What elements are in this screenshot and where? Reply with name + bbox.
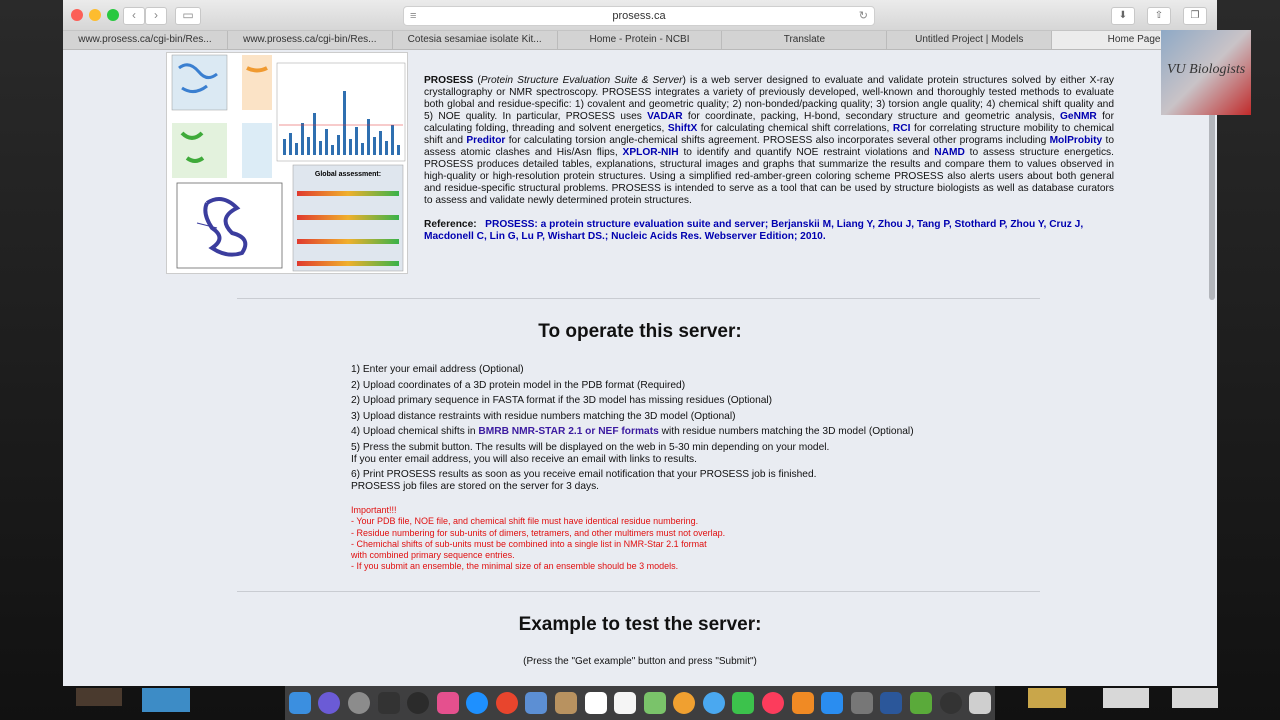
important-line: - Chemichal shifts of sub-units must be combined into a single list in NMR-Star 2.1 format [351,538,707,549]
desktop-document-icon[interactable] [1103,688,1149,708]
important-notes [351,505,951,573]
minimize-window-button[interactable] [89,9,101,21]
global-assessment-title: Global assessment: [314,171,382,178]
notes-app-icon[interactable] [555,692,577,714]
close-window-button[interactable] [71,9,83,21]
divider [237,298,1040,299]
reference [424,219,1114,243]
tab-ncbi-protein[interactable]: Home - Protein - NCBI [558,31,723,49]
reload-icon[interactable]: ↻ [858,10,868,22]
important-line: - Residue numbering for sub-units of dimers, tetramers, and other multimers must not overlap. [351,527,726,538]
zoom-window-button[interactable] [107,9,119,21]
tab-cotesia[interactable]: Cotesia sesamiae isolate Kit... [393,31,558,49]
important-title: Important!!! [351,505,397,515]
photos-icon[interactable] [673,692,695,714]
tab-bar [63,31,1217,50]
dock [285,686,995,720]
bmrb-formats-link[interactable]: BMRB NMR-STAR 2.1 or NEF formats [478,426,659,437]
share-icon[interactable]: ⇧ [1147,7,1171,25]
molprobity-link[interactable]: MolProbity [1049,135,1103,146]
siri-icon[interactable] [318,692,340,714]
finder-icon[interactable] [289,692,311,714]
forward-button[interactable]: › [145,7,167,25]
trash-icon[interactable] [969,692,991,714]
rci-link[interactable]: RCI [892,123,911,134]
watermark-text: VU Biologists [1167,62,1246,77]
facetime-icon[interactable] [732,692,754,714]
maps-icon[interactable] [644,692,666,714]
important-line: with combined primary sequence entries. [351,550,515,561]
figure-graphic [167,53,407,273]
chrome-icon[interactable] [496,692,518,714]
important-line: - Your PDB file, NOE file, and chemical shift file must have identical residue numbering. [351,516,699,527]
title-bar [63,0,1217,31]
intro-text-7: to assess atomic clashes and His/Asn flips, [424,135,1115,158]
downloads-icon[interactable]: ⬇ [1111,7,1135,25]
desktop-thumbnail[interactable] [76,688,122,706]
step-submit [351,442,1051,466]
divider [237,591,1040,592]
word-icon[interactable] [880,692,902,714]
upwork-icon[interactable] [910,692,932,714]
books-icon[interactable] [792,692,814,714]
step-print-text: 6) Print PROSESS results as soon as you receive email notification that your PROSESS job is finished. [351,469,817,480]
step-submit-note: If you enter email address, you will also receive an email with links to results. [351,453,697,465]
step-shifts-text: 4) Upload chemical shifts in [351,426,479,437]
browser-window [63,0,1217,686]
back-button[interactable]: ‹ [123,7,145,25]
reference-label: Reference: [424,219,477,230]
preditor-link[interactable]: Preditor [466,135,506,146]
important-line: - If you submit an ensemble, the minimal size of an ensemble should be 3 models. [351,561,679,572]
sidebar-toggle-icon[interactable]: ▭ [175,7,201,25]
calendar-icon[interactable] [585,692,607,714]
desktop-document-icon[interactable] [1172,688,1218,708]
quicktime-icon[interactable] [940,692,962,714]
reminders-icon[interactable] [614,692,636,714]
example-heading: Example to test the server: [518,614,762,635]
intro-text-8: to identify and quantify NOE restraint violations and [678,147,935,158]
music-icon[interactable] [762,692,784,714]
prosess-name: PROSESS [424,75,474,86]
intro-text-1: ) is a web server designed to evaluate and validate protein structures solved by either X-ray crystallography or NMR spectroscopy. PROSESS integrates a variety of previously developed, well-known and thoroughly tested methods to evaluate both global and residue-specific: 1) covalent and geometric quality; 2) non-bonded/packing quality; 3) torsion angle quality; 4) chemical shift quality and 5) NOE quality. In particular, PROSESS uses [424,75,1115,122]
step-upload-restraints: 3) Upload distance restraints with residue numbers matching the 3D model (Optional) [351,410,736,422]
step-upload-fasta: 2) Upload primary sequence in FASTA format if the 3D model has missing residues (Optional) [351,395,773,406]
step-print-note: PROSESS job files are stored on the server for 3 days. [351,481,600,492]
step-shifts-text-end: with residue numbers matching the 3D model (Optional) [658,426,914,437]
prosess-description: PROSESS (Protein Structure Evaluation Suite & Server) is a web server designed to evaluate and validate protein structures solved by either X-ray crystallography or NMR spectroscopy. PROSESS integrates a variety of previously developed, well-known and thoroughly tested methods to evaluate both global and residue-specific: 1) covalent and geometric quality; 2) non-bonded/packing quality; 3) torsion angle quality; 4) chemical shift quality and 5) NOE quality. In particular, PROSESS uses VADAR for coordinate, packing, H-bond, secondary structure and geometric analysis, GeNMR for calculating folding, threading and solvent energetics, ShiftX for calculating chemical shift correlations, RCI for correlating structure mobility to chemical shift and Preditor for calculating torsion angle-chemical shifts agreement. PROSESS also incorporates several other programs including MolProbity to assess atomic clashes and His/Asn flips, XPLOR-NIH to identify and quantify NOE restraint violations and NAMD to assess structure energetics. PROSESS produces detailed tables, explanations, structural images and graphs that summarize the results and compare them to values observed in high-quality or high-resolution protein structures. Using a simplified red-amber-green coloring scheme PROSESS also alerts users about both general and residue-specific structural problems. PROSESS is intended to serve as a tool that can be used by structure biologists as well as database curators to assess and validate newly determined protein structures. [424,75,1115,206]
desktop-drive-icon[interactable] [1028,688,1066,708]
shiftx-link[interactable]: ShiftX [667,123,698,134]
namd-link[interactable]: NAMD [934,147,965,158]
operate-steps [351,364,1051,497]
step-print [351,469,1051,493]
step-upload-shifts [351,426,1051,438]
step-upload-pdb: 2) Upload coordinates of a 3D protein model in the PDB format (Required) [351,379,686,391]
safari-icon[interactable] [466,692,488,714]
step-email: 1) Enter your email address (Optional) [351,364,524,375]
intro-text-5: for correlating structure mobility to chemical shift and [424,123,1115,146]
tab-untitled-project[interactable]: Untitled Project | Models [887,31,1052,49]
color-app-icon[interactable] [437,692,459,714]
page-scrollbar[interactable] [1209,100,1215,300]
address-bar[interactable] [403,6,875,26]
tab-translate[interactable]: Translate [722,31,887,49]
desktop-folder-icon[interactable] [142,688,190,712]
davinci-icon[interactable] [407,692,429,714]
prosess-full-name: Protein Structure Evaluation Suite & Server [480,75,683,86]
intro-text-4: for calculating chemical shift correlations, [697,123,893,134]
intro-text-2: for coordinate, packing, H-bond, secondary structure and geometric analysis, [682,111,1060,122]
example-note: (Press the "Get example" button and press "Submit") [523,656,757,667]
tab-home-page[interactable]: Home Page [1052,31,1217,49]
launchpad-icon[interactable] [348,692,370,714]
tab-prosess-results-1[interactable]: www.prosess.ca/cgi-bin/Res... [63,31,228,49]
reference-citation-link[interactable]: PROSESS: a protein structure evaluation suite and server; Berjanskii M, Liang Y, Zhou J, Tang P, Stothard P, Zhou Y, Cruz J, Macdonell C, Lin G, Lu P, Wishart DS.; Nucleic Acids Res. Webserver Edition; 2010. [424,219,1084,242]
tab-prosess-results-2[interactable]: www.prosess.ca/cgi-bin/Res... [228,31,393,49]
xplor-nih-link[interactable]: XPLOR-NIH [622,147,679,158]
prosess-overview-figure [166,52,408,274]
intro-text-9: to assess structure energetics. PROSESS produces detailed tables, explanations, structural images and graphs that summarize the results and compare them to values observed in high-quality or high-resolution protein structures. Using a simplified red-amber-green coloring scheme PROSESS also alerts users about both general and residue-specific structural problems. PROSESS is intended to serve as a tool that can be used by structure biologists as well as database curators to assess and validate newly determined protein structures. [424,147,1114,206]
tabs-overview-icon[interactable]: ❐ [1183,7,1207,25]
genmr-link[interactable]: GeNMR [1060,111,1097,122]
operate-heading: To operate this server: [538,321,742,342]
app-store-icon[interactable] [821,692,843,714]
url-text: prosess.ca [612,10,666,22]
vadar-link[interactable]: VADAR [647,111,683,122]
preview-icon[interactable] [525,692,547,714]
intro-text-6: for calculating torsion angle-chemical shifts agreement. PROSESS also incorporates several other programs including [505,135,1050,146]
messages-icon[interactable] [703,692,725,714]
intro-text-3: for calculating folding, threading and solvent energetics, [424,111,1114,134]
page-content [63,50,1217,686]
step-submit-text: 5) Press the submit button. The results will be displayed on the web in 5-30 min depending on your model. [351,441,830,453]
reader-icon[interactable]: ≡ [410,10,417,22]
system-preferences-icon[interactable] [851,692,873,714]
video-editor-icon[interactable] [378,692,400,714]
channel-watermark [1161,30,1251,115]
